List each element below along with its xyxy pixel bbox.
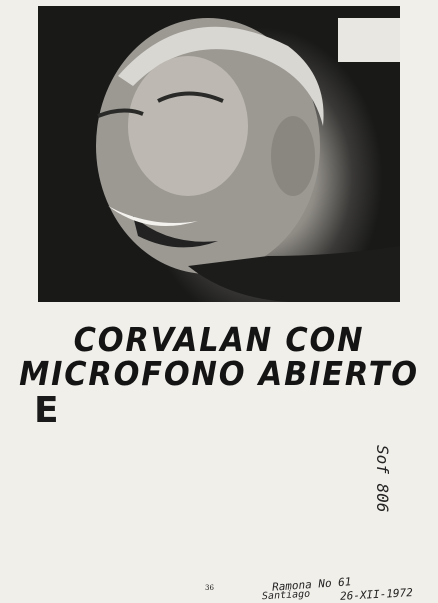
text-column-2 bbox=[148, 395, 252, 580]
page-number: 36 bbox=[205, 584, 214, 592]
handwritten-source-line2: Santiago bbox=[261, 588, 311, 603]
article-title-line1: CORVALAN CON bbox=[73, 320, 365, 359]
portrait-photo bbox=[38, 6, 400, 302]
drop-cap: E bbox=[34, 395, 59, 431]
text-column-3 bbox=[262, 395, 374, 580]
handwritten-side-note: Sof 806 bbox=[373, 445, 392, 513]
handwritten-source-line1: Ramona No 61 bbox=[271, 575, 352, 594]
article-title-line2: MICROFONO ABIERTO bbox=[19, 354, 419, 393]
handwritten-date: 26-XII-1972 bbox=[339, 586, 414, 603]
photo-caption bbox=[338, 18, 400, 62]
text-column-1 bbox=[34, 395, 138, 580]
